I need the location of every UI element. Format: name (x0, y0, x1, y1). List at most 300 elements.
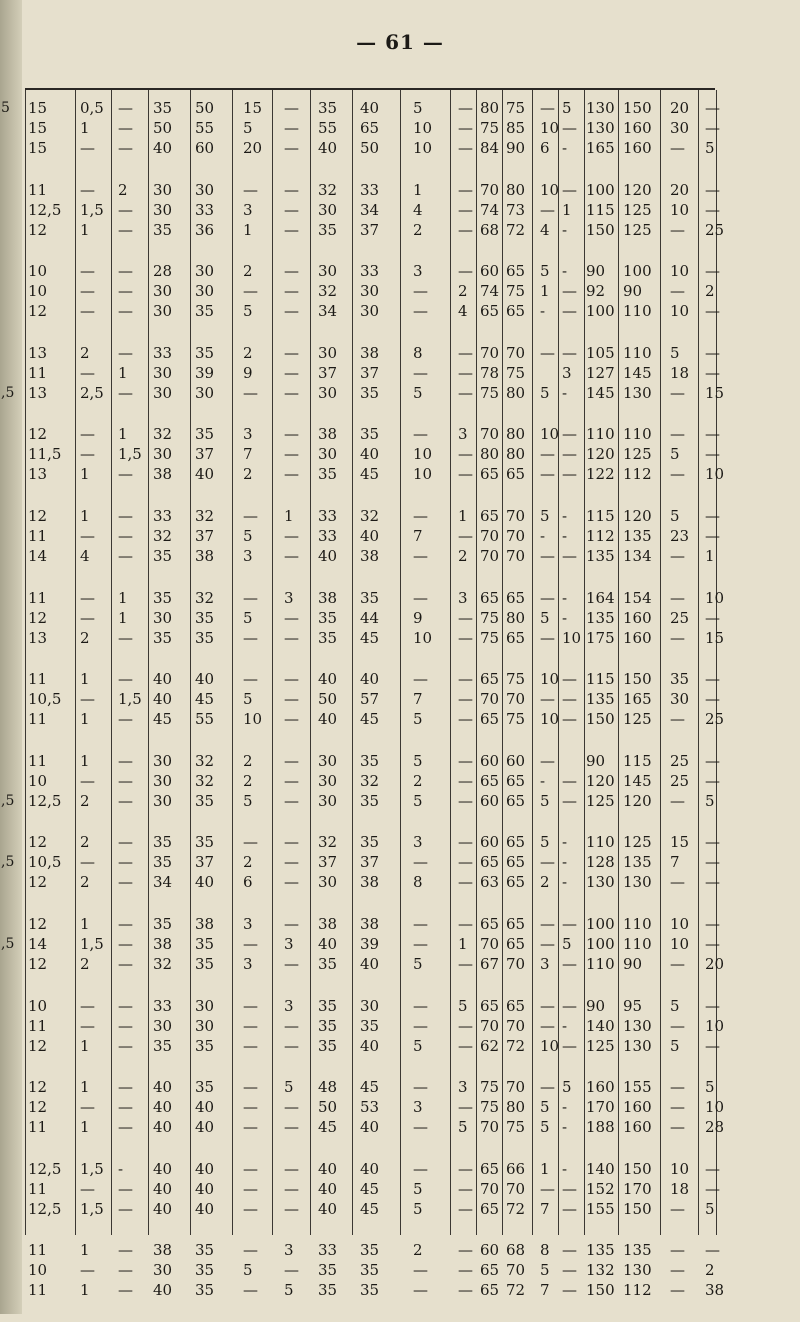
table-cell: 115 (586, 506, 615, 525)
table-cell: 38 (153, 934, 173, 953)
table-cell: — (670, 1261, 685, 1280)
table-cell: 90 (586, 996, 606, 1015)
table-cell: 30 (195, 282, 215, 301)
table-cell: — (458, 1281, 473, 1300)
table-cell: 38 (195, 546, 215, 565)
table-cell: 10 (540, 180, 560, 199)
table-cell: 5 (540, 833, 550, 852)
table-cell: - (562, 588, 568, 607)
table-row (0, 628, 800, 648)
table-cell: 85 (506, 119, 526, 137)
table-cell: 120 (586, 771, 615, 790)
table-cell: — (243, 1199, 258, 1218)
table-cell: — (458, 833, 473, 852)
table-cell: 10 (670, 934, 690, 953)
table-cell: — (562, 1281, 577, 1300)
table-cell: 10 (28, 282, 48, 301)
table-cell: — (670, 220, 685, 239)
table-row (0, 118, 800, 138)
table-cell: 63 (480, 873, 500, 892)
table-cell: 11 (28, 1118, 48, 1137)
table-cell: 65 (360, 119, 380, 137)
table-cell: 70 (506, 1261, 526, 1280)
table-cell: 32 (195, 506, 215, 525)
row-group (0, 832, 800, 892)
table-cell: 30 (670, 690, 690, 709)
table-cell: 11 (28, 1241, 48, 1260)
table-cell: 9 (243, 363, 253, 382)
table-cell: — (243, 1036, 258, 1055)
table-cell: 1 (413, 180, 423, 199)
table-row (0, 546, 800, 566)
table-row (0, 934, 800, 954)
table-cell: 160 (623, 1098, 652, 1117)
table-cell: 135 (623, 853, 652, 872)
table-cell: 40 (360, 445, 380, 464)
table-cell: 30 (153, 445, 173, 464)
table-cell: 1 (243, 220, 253, 239)
table-cell: 70 (506, 1016, 526, 1035)
table-cell: 60 (480, 833, 500, 852)
table-cell: 5 (705, 139, 715, 157)
table-cell: 50 (318, 690, 338, 709)
table-cell: 110 (623, 425, 652, 444)
table-cell: — (562, 546, 577, 565)
table-cell: 35 (153, 546, 173, 565)
table-cell: — (540, 914, 555, 933)
table-cell: 1 (80, 751, 90, 770)
table-cell: 68 (480, 220, 500, 239)
table-cell: — (458, 1159, 473, 1178)
table-cell: — (80, 1261, 95, 1280)
table-cell: — (284, 546, 299, 565)
table-cell: - (562, 139, 568, 157)
table-cell: 35 (153, 833, 173, 852)
table-cell: 32 (195, 588, 215, 607)
table-cell: 75 (506, 99, 526, 117)
table-cell: — (413, 934, 428, 953)
table-cell: — (413, 1281, 428, 1300)
table-cell: 1 (80, 465, 90, 484)
table-cell: 2 (243, 343, 253, 362)
table-cell: 33 (195, 200, 215, 219)
table-cell: 40 (153, 1159, 173, 1178)
table-cell: 12 (28, 833, 48, 852)
table-cell: — (413, 363, 428, 382)
table-cell: 125 (623, 710, 652, 729)
table-row (0, 526, 800, 546)
table-cell: 45 (360, 710, 380, 729)
table-cell: 73 (506, 200, 526, 219)
table-cell: — (458, 526, 473, 545)
table-cell: 170 (623, 1179, 652, 1198)
table-cell: — (458, 383, 473, 402)
table-cell: 35 (195, 343, 215, 362)
table-top-rule (25, 88, 715, 90)
table-cell: — (118, 99, 133, 117)
table-cell: - (562, 853, 568, 872)
table-cell: - (562, 1159, 568, 1178)
table-cell: — (118, 934, 133, 953)
table-cell: — (284, 710, 299, 729)
table-cell: 40 (318, 934, 338, 953)
table-cell: 3 (458, 425, 468, 444)
table-cell: — (458, 180, 473, 199)
table-cell: 2 (458, 546, 468, 565)
table-cell: 20 (670, 99, 690, 117)
table-cell: — (118, 1281, 133, 1300)
table-cell: — (562, 343, 577, 362)
table-cell: 175 (586, 628, 615, 647)
table-cell: 30 (360, 996, 380, 1015)
table-cell: 30 (360, 282, 380, 301)
table-cell: 2 (80, 343, 90, 362)
table-cell: 65 (480, 1199, 500, 1218)
table-row (0, 1280, 800, 1300)
row-group (0, 180, 800, 240)
table-cell: 165 (623, 690, 652, 709)
table-cell: 45 (153, 710, 173, 729)
table-cell: 80 (506, 425, 526, 444)
table-cell: 90 (623, 282, 643, 301)
table-cell: — (705, 1159, 720, 1178)
table-cell: — (243, 628, 258, 647)
table-cell: 65 (480, 506, 500, 525)
table-cell: 35 (318, 1281, 338, 1300)
table-cell: — (118, 119, 133, 137)
table-cell: — (284, 383, 299, 402)
table-cell: 15 (670, 833, 690, 852)
table-cell: 11 (28, 588, 48, 607)
row-group (0, 751, 800, 811)
table-cell: — (80, 445, 95, 464)
table-cell: — (670, 1078, 685, 1097)
table-cell: 150 (623, 1199, 652, 1218)
table-cell: — (705, 670, 720, 689)
table-cell: — (540, 934, 555, 953)
table-cell: 75 (480, 628, 500, 647)
table-cell: 30 (195, 180, 215, 199)
table-cell: 95 (623, 996, 643, 1015)
table-cell: 25 (670, 751, 690, 770)
table-cell: 66 (506, 1159, 526, 1178)
table-cell: 5 (705, 791, 715, 810)
table-cell: 35 (318, 220, 338, 239)
table-cell: 74 (480, 200, 500, 219)
table-cell: 5 (413, 99, 423, 117)
table-cell: 65 (480, 1261, 500, 1280)
table-cell: — (458, 914, 473, 933)
table-cell: — (284, 1261, 299, 1280)
table-row (0, 1179, 800, 1199)
table-cell: — (413, 1159, 428, 1178)
table-cell: 34 (360, 200, 380, 219)
table-cell: — (670, 1241, 685, 1260)
table-cell: 10 (670, 302, 690, 321)
table-cell: 150 (623, 670, 652, 689)
table-cell: 20 (243, 139, 263, 157)
table-cell: 155 (586, 1199, 615, 1218)
table-cell: 2 (705, 1261, 715, 1280)
table-cell: 145 (623, 771, 652, 790)
table-cell: 160 (586, 1078, 615, 1097)
table-cell: 70 (480, 690, 500, 709)
table-cell: 35 (318, 996, 338, 1015)
table-cell: — (562, 1241, 577, 1260)
table-cell: 35 (153, 628, 173, 647)
table-cell: 12 (28, 1036, 48, 1055)
table-cell: 40 (195, 1179, 215, 1198)
table-cell: — (458, 1199, 473, 1218)
table-cell: 1 (458, 934, 468, 953)
table-cell: 33 (153, 996, 173, 1015)
table-cell: 35 (153, 853, 173, 872)
table-cell: — (80, 853, 95, 872)
table-cell: 37 (360, 853, 380, 872)
table-cell: 45 (360, 1199, 380, 1218)
table-cell: 30 (670, 119, 690, 137)
table-cell: 1 (80, 914, 90, 933)
table-cell: — (562, 119, 577, 137)
table-cell: — (670, 1118, 685, 1137)
table-cell: — (670, 1098, 685, 1117)
table-cell: 5 (284, 1281, 294, 1300)
table-cell: 20 (670, 180, 690, 199)
table-cell: — (705, 873, 720, 892)
table-cell: 3 (243, 914, 253, 933)
table-cell: 5 (243, 608, 253, 627)
table-cell: 30 (318, 771, 338, 790)
table-cell: — (540, 628, 555, 647)
table-cell: — (458, 1179, 473, 1198)
table-cell: — (413, 1016, 428, 1035)
table-cell: — (413, 1078, 428, 1097)
table-row (0, 954, 800, 974)
table-cell: 130 (623, 1036, 652, 1055)
table-cell: 10 (540, 1036, 560, 1055)
table-cell: — (458, 220, 473, 239)
table-cell: 37 (360, 363, 380, 382)
table-cell: 33 (360, 180, 380, 199)
table-cell: — (562, 180, 577, 199)
table-cell: — (670, 588, 685, 607)
table-cell: 132 (586, 1261, 615, 1280)
table-cell: 1 (80, 670, 90, 689)
table-cell: — (284, 954, 299, 973)
table-cell: 115 (586, 200, 615, 219)
table-cell: 60 (480, 1241, 500, 1260)
table-cell: 130 (586, 99, 615, 117)
table-cell: 34 (153, 873, 173, 892)
table-cell: 40 (153, 1281, 173, 1300)
table-cell: 100 (586, 180, 615, 199)
table-cell: — (284, 282, 299, 301)
data-table (0, 98, 800, 1322)
table-cell: 100 (586, 914, 615, 933)
table-cell: 80 (506, 1098, 526, 1117)
table-cell: 30 (153, 383, 173, 402)
table-cell: 60 (195, 139, 215, 157)
table-cell: — (458, 954, 473, 973)
table-cell: — (284, 220, 299, 239)
table-cell: 32 (360, 506, 380, 525)
table-cell: 90 (586, 751, 606, 770)
row-group (0, 1240, 800, 1300)
table-cell: 65 (480, 302, 500, 321)
table-cell: — (243, 588, 258, 607)
table-row (0, 832, 800, 852)
table-cell: — (284, 1016, 299, 1035)
table-cell: 35 (360, 751, 380, 770)
table-cell: 65 (506, 791, 526, 810)
table-row (0, 689, 800, 709)
table-row (0, 852, 800, 872)
table-cell: 2 (705, 282, 715, 301)
table-cell: 53 (360, 1098, 380, 1117)
table-cell: 8 (413, 873, 423, 892)
table-cell: — (540, 546, 555, 565)
table-cell: 150 (623, 1159, 652, 1178)
table-cell: 38 (360, 873, 380, 892)
table-cell: — (284, 833, 299, 852)
table-cell: 30 (318, 791, 338, 810)
table-cell: 3 (243, 954, 253, 973)
table-cell: — (118, 1199, 133, 1218)
table-cell: 40 (360, 670, 380, 689)
table-cell: 110 (623, 914, 652, 933)
table-cell: - (562, 873, 568, 892)
table-cell: 110 (623, 343, 652, 362)
table-cell: 65 (480, 914, 500, 933)
table-cell: 65 (506, 996, 526, 1015)
table-cell: 10,5 (28, 690, 62, 709)
table-cell: 35 (195, 934, 215, 953)
table-cell: — (80, 608, 95, 627)
table-cell: 1,5 (118, 445, 142, 464)
table-cell: — (670, 1281, 685, 1300)
table-cell: — (540, 99, 555, 117)
table-cell: 5 (413, 383, 423, 402)
table-cell: 75 (506, 670, 526, 689)
table-cell: 134 (623, 546, 652, 565)
table-cell: 72 (506, 1199, 526, 1218)
table-cell: 5 (670, 996, 680, 1015)
table-cell: — (458, 771, 473, 790)
table-cell: 1 (80, 1036, 90, 1055)
row-group (0, 343, 800, 403)
table-cell: — (284, 690, 299, 709)
table-cell: 80 (506, 608, 526, 627)
table-cell: 35 (318, 99, 338, 117)
table-cell: 70 (480, 425, 500, 444)
table-cell: 10 (540, 119, 560, 137)
table-cell: — (118, 954, 133, 973)
table-cell: — (540, 445, 555, 464)
table-cell: 2 (80, 873, 90, 892)
table-cell: 40 (195, 1159, 215, 1178)
table-cell: — (118, 200, 133, 219)
table-cell: 35 (360, 383, 380, 402)
table-cell: 5 (670, 445, 680, 464)
table-cell: 37 (318, 363, 338, 382)
table-cell: 2 (243, 853, 253, 872)
table-cell: 3 (243, 546, 253, 565)
table-cell: 11 (28, 180, 48, 199)
table-cell: — (458, 628, 473, 647)
table-cell: — (562, 954, 577, 973)
table-cell: 15 (243, 99, 263, 117)
table-cell: 60 (480, 751, 500, 770)
table-cell: 70 (480, 934, 500, 953)
table-cell: 30 (318, 751, 338, 770)
table-row (0, 996, 800, 1016)
table-cell: — (562, 425, 577, 444)
table-cell: 130 (623, 383, 652, 402)
table-cell: 70 (506, 343, 526, 362)
table-cell: 70 (506, 954, 526, 973)
table-cell: 170 (586, 1098, 615, 1117)
table-cell: 10 (28, 1261, 48, 1280)
table-cell: 105 (586, 343, 615, 362)
table-cell: — (80, 262, 95, 281)
table-cell: — (562, 914, 577, 933)
table-cell: — (670, 710, 685, 729)
table-row (0, 791, 800, 811)
table-cell: 1 (80, 119, 90, 137)
table-cell: 35 (318, 608, 338, 627)
table-cell: 30 (153, 302, 173, 321)
table-cell: 115 (623, 751, 652, 770)
table-cell: 5 (540, 1118, 550, 1137)
table-cell: 30 (153, 791, 173, 810)
table-cell: — (562, 465, 577, 484)
table-cell: 75 (480, 1098, 500, 1117)
table-cell: 7 (243, 445, 253, 464)
table-cell: — (118, 546, 133, 565)
table-cell: 10 (28, 996, 48, 1015)
table-cell: 5 (540, 506, 550, 525)
table-cell: — (284, 1036, 299, 1055)
table-cell: 45 (195, 690, 215, 709)
table-cell: 5 (670, 343, 680, 362)
table-cell: 10 (413, 445, 433, 464)
table-cell: 50 (360, 139, 380, 157)
table-cell: 65 (480, 771, 500, 790)
table-cell: 130 (623, 1261, 652, 1280)
table-cell: 10 (243, 710, 263, 729)
table-cell: 5 (540, 262, 550, 281)
table-cell: 70 (480, 343, 500, 362)
table-cell: — (284, 1118, 299, 1137)
table-cell: 65 (480, 710, 500, 729)
table-cell: 75 (506, 710, 526, 729)
table-cell: 35 (195, 1281, 215, 1300)
table-cell: — (118, 1078, 133, 1097)
table-cell: 37 (360, 220, 380, 239)
table-cell: 10 (705, 465, 725, 484)
table-cell: 40 (195, 1199, 215, 1218)
table-cell: — (284, 99, 299, 117)
table-cell: 39 (195, 363, 215, 382)
table-cell: — (458, 670, 473, 689)
table-cell: 10 (562, 628, 582, 647)
table-cell: — (284, 1159, 299, 1178)
table-cell: — (458, 1241, 473, 1260)
table-cell: 40 (153, 1078, 173, 1097)
table-cell: 38 (153, 465, 173, 484)
table-cell: 5 (458, 996, 468, 1015)
table-cell: — (458, 119, 473, 137)
